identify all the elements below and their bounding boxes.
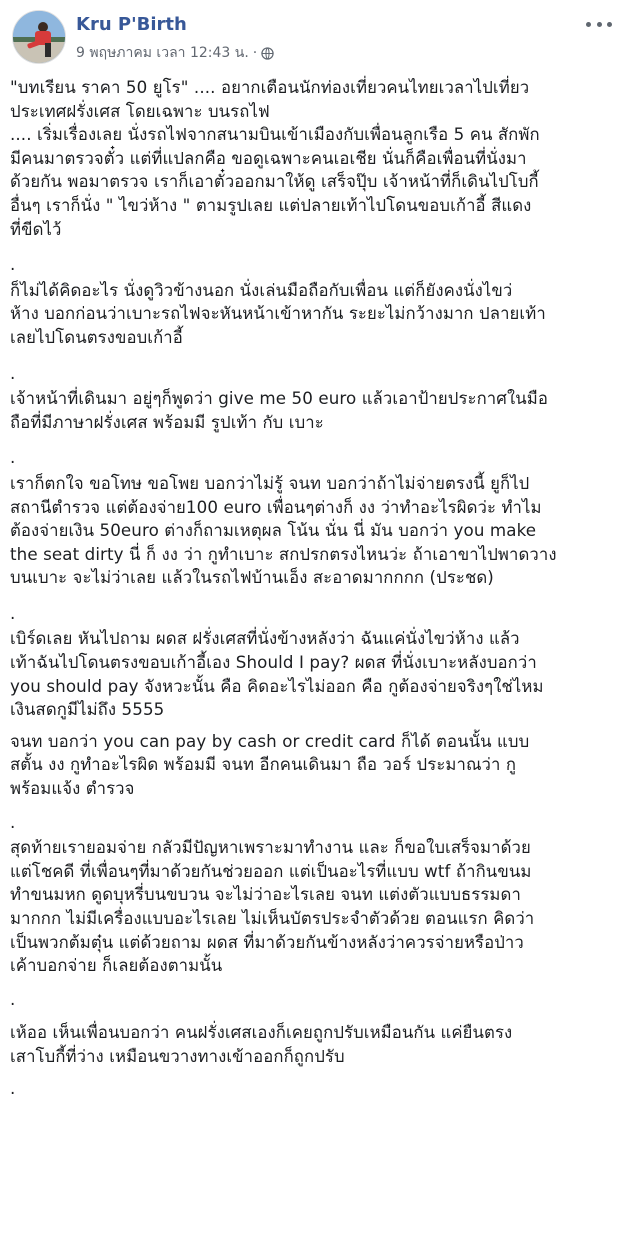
paragraph: . [10,447,16,468]
paragraph: เบิร์ดเลย หันไปถาม ผดส ฝรั่งเศสที่นั่งข้างหลังว่า ฉันแค่นั่งไขว่ห้าง แล้ว เท้าฉันไปโดนตรงขอบเก้าอี้เอง Should I pay? ผดส ที่นั่งเบาะหลังบอกว่า you should pay จังหวะนั้น คือ คิดอะไรไม่ออก คือ กูต้องจ่ายจริงๆใช่ไหม เงินสดกูมีไม่ถึง 5555 [10,628,544,720]
paragraph: เราก็ตกใจ ขอโทษ ขอโพย บอกว่าไม่รู้ จนท บอกว่าถ้าไม่จ่ายตรงนี้ ยูก็ไป สถานีตำรวจ แต่ต้องจ่าย100 euro เพื่อนๆต่างก็ งง ว่าทำอะไรผิดว่ะ ทำไม ต้องจ่ายเงิน 50euro ต่างก็ถามเหตุผล โน้น นั่น นี่ มัน บอกว่า you make the seat dirty นี่ ก็ งง ว่า กูทำเบาะ สกปรกตรงไหนว่ะ ถ้าเอาขาไปพาดวาง บนเบาะ จะไม่ว่าเลย แล้วในรถไฟบ้านเอ็ง สะอาดมากกกก (ประชด) [10,472,557,588]
post-timestamp[interactable]: 9 พฤษภาคม เวลา 12:43 น. [76,45,249,61]
globe-icon[interactable] [261,47,274,60]
paragraph: . [10,811,16,832]
paragraph: . [10,602,16,623]
paragraph: . [10,988,16,1009]
paragraph: . [10,1077,16,1098]
paragraph: เห้ออ เห็นเพื่อนบอกว่า คนฝรั่งเศสเองก็เคยถูกปรับเหมือนกัน แค่ยืนตรง เสาโบกี้ที่ว่าง เหมือนขวางทางเข้าออกก็ถูกปรับ [10,1022,513,1066]
author-name[interactable]: Kru P'Birth [76,14,187,35]
post-header [12,10,612,61]
paragraph: "บทเรียน ราคา 50 ยูโร" .... อยากเตือนนักท่องเที่ยวคนไทยเวลาไปเที่ยว ประเทศฝรั่งเศส โดยเฉพาะ บนรถไฟ .... เริ่มเรื่องเลย นั่งรถไฟจากสนามบินเข้าเมืองกับเพื่อนลูกเรือ 5 คน สักพัก มีคนมาตรวจตั๋ว แต่ที่แปลกคือ ขอดูเฉพาะคนเอเชีย นั่นก็คือเพื่อนที่นั่งมา ด้วยกัน พอมาตรวจ เราก็เอาตั๋วออกมาให้ดู เสร็จปุ๊บ เจ้าหน้าที่ก็เดินไปโบกี้ อื่นๆ เราก็นั่ง " ไขว่ห้าง " ตามรูปเลย แต่ปลายเท้าไปโดนขอบเก้าอี้ สีแดง ที่ขีดไว้ [10,77,540,239]
meta-separator: · [252,45,258,61]
post-meta [76,42,274,64]
author-avatar[interactable] [12,10,66,64]
avatar-photo [13,11,65,63]
more-horizontal-icon[interactable] [586,14,612,34]
paragraph: จนท บอกว่า you can pay by cash or credit card ก็ได้ ตอนนั้น แบบ สตั้น งง กูทำอะไรผิด พร้อมมี จนท อีกคนเดินมา ถือ วอร์ ประมาณว่า กู พร้อมแจ้ง ตำรวจ [10,730,530,799]
paragraph: . [10,254,16,275]
paragraph: เจ้าหน้าที่เดินมา อยู่ๆก็พูดว่า give me 50 euro แล้วเอาป้ายประกาศในมือ ถือที่มีภาษาฝรั่งเศส พร้อมมี รูปเท้า กับ เบาะ [10,388,548,432]
post-body [10,76,618,1100]
paragraph: . [10,362,16,383]
paragraph: สุดท้ายเรายอมจ่าย กลัวมีปัญหาเพราะมาทำงาน และ ก็ขอใบเสร็จมาด้วย แต่โชคดี ที่เพื่อนๆที่มาด้วยกันช่วยออก แต่เป็นอะไรที่แบบ wtf ถ้ากินขนม ทำขนมหก ดูดบุหรี่บนขบวน จะไม่ว่าอะไรเลย จนท แต่งตัวแบบธรรมดา มากกก ไม่มีเครื่องแบบอะไรเลย ไม่เห็นบัตรประจำตัวด้วย ตอนแรก คิดว่า เป็นพวกต้มตุ๋น แต่ด้วยถาม ผดส ที่มาด้วยกันข้างหลังว่าควรจ่ายหรือป่าว เค้าบอกจ่าย ก็เลยต้องตามนั้น [10,837,535,976]
paragraph: ก็ไม่ได้คิดอะไร นั่งดูวิวข้างนอก นั่งเล่นมือถือกับเพื่อน แต่ก็ยังคงนั่งไขว่ ห้าง บอกก่อนว่าเบาะรถไฟจะหันหน้าเข้าหากัน ระยะไม่กว้างมาก ปลายเท้า เลยไปโดนตรงขอบเก้าอี้ [10,279,546,347]
